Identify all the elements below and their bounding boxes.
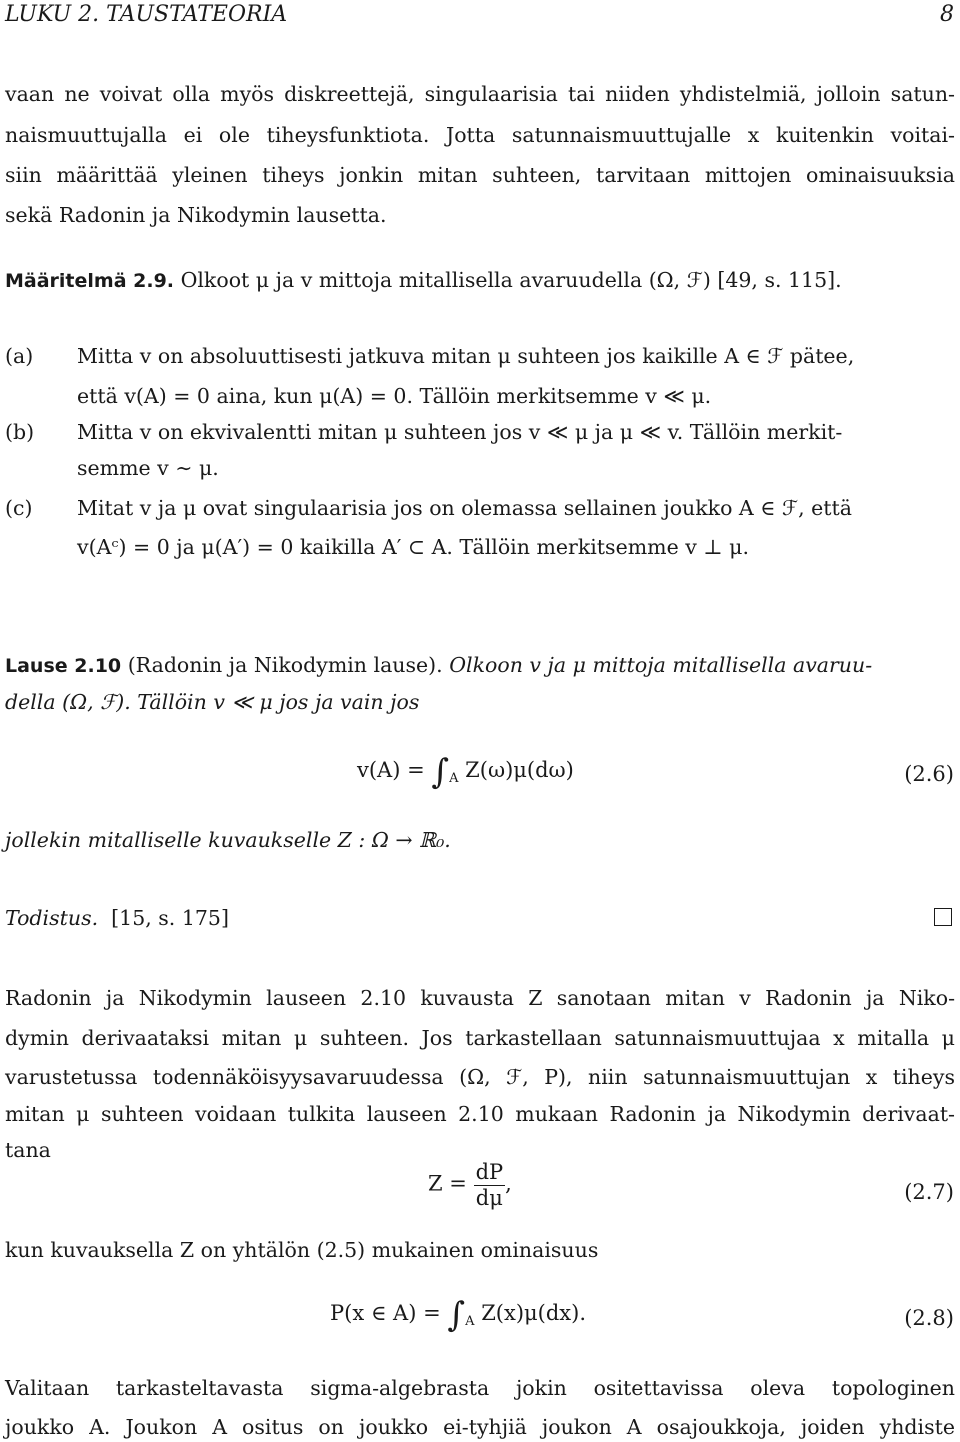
fraction-denominator: dμ	[475, 1186, 503, 1210]
theorem-name: (Radonin ja Nikodymin lause).	[127, 653, 443, 677]
integral-sign-2: ∫	[447, 1295, 466, 1335]
item-a-label: (a)	[5, 344, 34, 368]
equation-label-2-8: (2.8)	[904, 1306, 954, 1330]
item-a-line-1: Mitta v on absoluuttisesti jatkuva mitan μ suhteen jos kaikille A ∈ ℱ pätee,	[77, 344, 855, 368]
proof-line	[5, 908, 229, 929]
definition-2-9	[5, 270, 842, 291]
theorem-after: jollekin mitalliselle kuvaukselle Z : Ω → ℝ₀.	[5, 828, 451, 852]
item-b-line-1: Mitta v on ekvivalentti mitan μ suhteen jos v ≪ μ ja μ ≪ v. Tällöin merkit-	[77, 420, 843, 444]
body-line-8: joukko A. Joukon A ositus on joukko ei-tyhjiä joukon A osajoukkoja, joiden yhdiste	[5, 1415, 955, 1439]
integral-domain-2: A	[465, 1314, 475, 1330]
qed-box-icon	[934, 908, 952, 926]
eq26-lhs: v(A) =	[357, 758, 425, 782]
intro-line-3: siin määrittää yleinen tiheys jonkin mitan suhteen, tarvitaan mittojen ominaisuuksia	[5, 163, 955, 187]
eq27-comma: ,	[505, 1171, 512, 1196]
body-line-2: dymin derivaataksi mitan μ suhteen. Jos tarkastellaan satunnaismuuttujaa x mitalla μ	[5, 1026, 955, 1050]
eq26-rhs: Z(ω)μ(dω)	[465, 758, 574, 782]
theorem-heading: Lause 2.10	[5, 655, 122, 677]
item-a-line-2: että v(A) = 0 aina, kun μ(A) = 0. Tällöin merkitsemme v ≪ μ.	[77, 384, 712, 408]
intro-line-2: naismuuttujalla ei ole tiheysfunktiota. Jotta satunnaismuuttujalle x kuitenkin voitai-	[5, 123, 955, 147]
fraction	[474, 1160, 506, 1210]
equation-2-6	[357, 752, 574, 792]
item-c-line-2: v(Aᶜ) = 0 ja μ(A′) = 0 kaikilla A′ ⊂ A. Tällöin merkitsemme v ⊥ μ.	[77, 535, 749, 559]
eq28-rhs: Z(x)μ(dx).	[481, 1301, 587, 1325]
fraction-numerator: dP	[475, 1160, 504, 1184]
theorem-statement-1: Olkoon v ja μ mittoja mitallisella avaruu-	[449, 653, 873, 677]
body-line-1: Radonin ja Nikodymin lauseen 2.10 kuvausta Z sanotaan mitan v Radonin ja Niko-	[5, 986, 955, 1010]
item-c-label: (c)	[5, 496, 33, 520]
theorem-statement-2: della (Ω, ℱ). Tällöin v ≪ μ jos ja vain jos	[5, 690, 420, 714]
body-line-3: varustetussa todennäköisyysavaruudessa (Ω, ℱ, P), niin satunnaismuuttujan x tiheys	[5, 1065, 955, 1089]
integral-sign: ∫	[431, 752, 450, 792]
eq28-lhs: P(x ∈ A) =	[330, 1301, 441, 1325]
definition-heading: Määritelmä 2.9.	[5, 270, 175, 292]
page-number: 8	[940, 2, 954, 27]
equation-label-2-7: (2.7)	[904, 1180, 954, 1204]
equation-2-8	[330, 1295, 586, 1335]
integral-domain: A	[449, 771, 459, 787]
proof-reference: [15, s. 175]	[111, 906, 229, 930]
item-b-line-2: semme v ∼ μ.	[77, 456, 219, 480]
definition-text: Olkoot μ ja v mittoja mitallisella avaruudella (Ω, ℱ) [49, s. 115].	[180, 268, 842, 292]
body-line-4: mitan μ suhteen voidaan tulkita lauseen 2.10 mukaan Radonin ja Nikodymin derivaat-	[5, 1102, 955, 1126]
intro-line-1: vaan ne voivat olla myös diskreettejä, singulaarisia tai niiden yhdistelmiä, jolloin satun-	[5, 82, 955, 106]
item-c-line-1: Mitat v ja μ ovat singulaarisia jos on olemassa sellainen joukko A ∈ ℱ, että	[77, 496, 852, 520]
intro-line-4: sekä Radonin ja Nikodymin lausetta.	[5, 203, 387, 227]
equation-label-2-6: (2.6)	[904, 762, 954, 786]
body-line-6: kun kuvauksella Z on yhtälön (2.5) mukainen ominaisuus	[5, 1238, 599, 1262]
equation-2-7	[428, 1160, 512, 1210]
body-line-5: tana	[5, 1138, 51, 1162]
running-head: LUKU 2. TAUSTATEORIA	[5, 2, 288, 27]
proof-label: Todistus.	[5, 906, 99, 930]
item-b-label: (b)	[5, 420, 35, 444]
eq27-lhs: Z =	[428, 1171, 467, 1196]
theorem-2-10-line-1	[5, 655, 872, 676]
body-line-7: Valitaan tarkasteltavasta sigma-algebrasta jokin ositettavissa oleva topologinen	[5, 1376, 955, 1400]
